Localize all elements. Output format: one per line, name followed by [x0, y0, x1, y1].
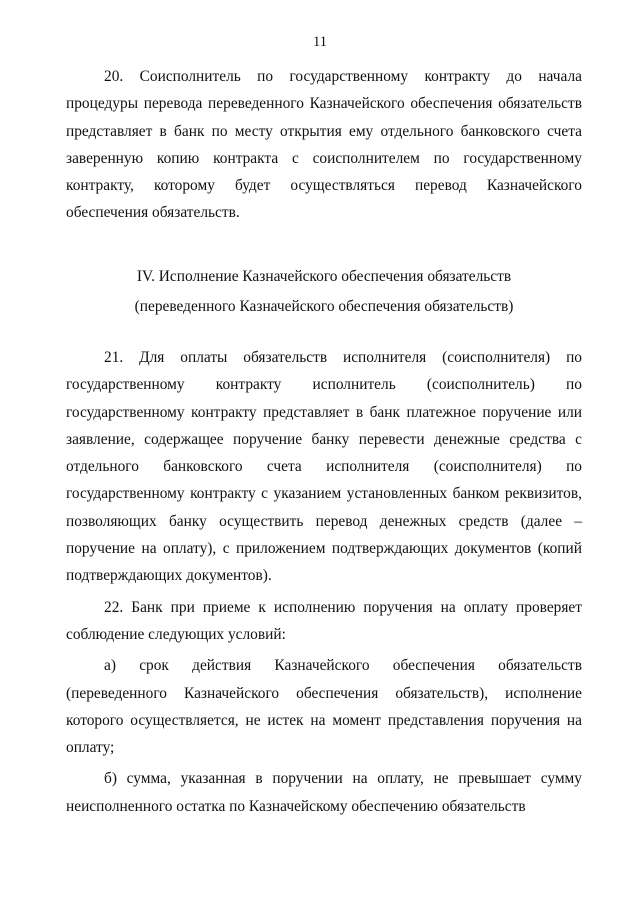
list-item-a: а) срок действия Казначейского обеспечения обязательств (переведенного Казначейского обеспечения обязательств), исполнение которого осуществляется, не истек на момент представления поручения на оплату;	[66, 657, 582, 757]
paragraph-block-20	[66, 63, 582, 227]
list-item-b: б) сумма, указанная в поручении на оплату, не превышает сумму неисполненного остатка по Казначейскому обеспечению обязательств	[66, 770, 582, 815]
paragraph-20: 20. Соисполнитель по государственному контракту до начала процедуры перевода переведенного Казначейского обеспечения обязательств представляет в банк по месту открытия ему отдельного банковского счета заверенную копию контракта с соисполнителем по государственному контракту, которому будет осуществляться перевод Казначейского обеспечения обязательств.	[66, 68, 582, 222]
paragraph-21: 21. Для оплаты обязательств исполнителя (соисполнителя) по государственному контракту исполнитель (соисполнитель) по государственному контракту представляет в банк платежное поручение или заявление, содержащее поручение банку перевести денежные средства с отдельного банковского счета исполнителя (соисполнителя) по государственному контракту с указанием установленных банком реквизитов, позволяющих банку осуществить перевод денежных средств (далее – поручение на оплату), с приложением подтверждающих документов (копий подтверждающих документов).	[66, 349, 582, 585]
section-heading	[66, 262, 582, 322]
paragraph-block-21	[66, 344, 582, 820]
section-heading-line-2: (переведенного Казначейского обеспечения обязательств)	[134, 298, 514, 315]
page-number: 11	[313, 34, 327, 50]
paragraph-22: 22. Банк при приеме к исполнению поручения на оплату проверяет соблюдение следующих условий:	[66, 598, 582, 643]
section-heading-line-1: IV. Исполнение Казначейского обеспечения обязательств	[136, 268, 512, 285]
